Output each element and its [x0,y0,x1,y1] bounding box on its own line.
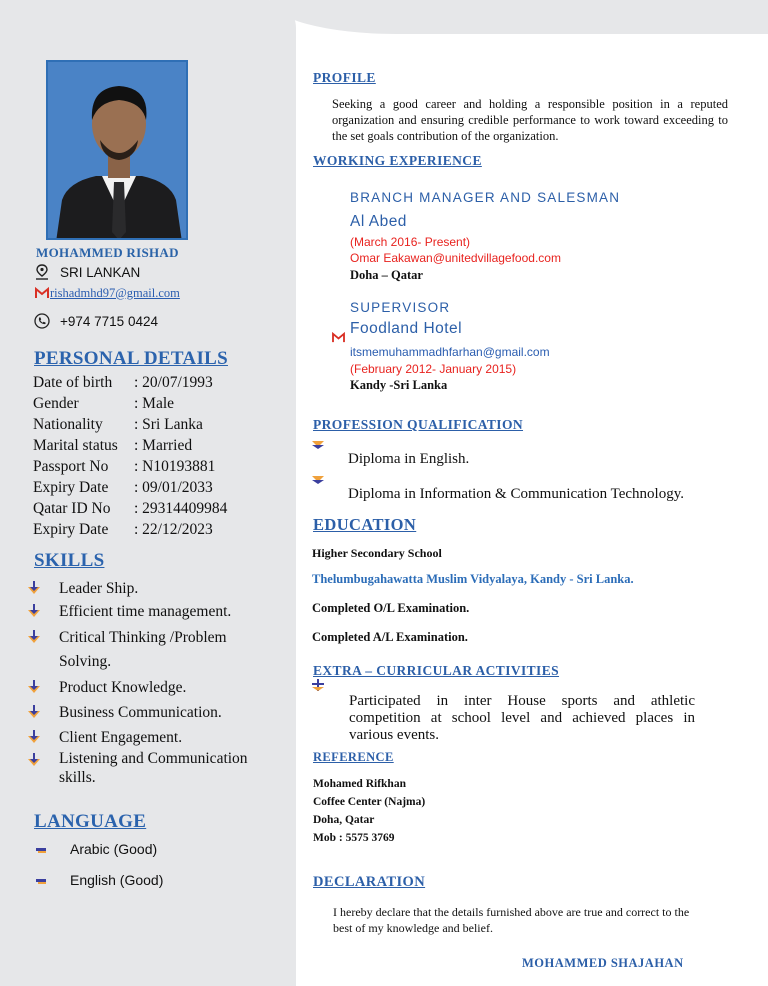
skill-item [27,749,259,787]
personal-detail-row [33,414,203,435]
school-name: Thelumbugahawatta Muslim Vidyalaya, Kandy - Sri Lanka. [312,572,634,586]
qualification-2: Diploma in Information & Communication Technology. [348,486,684,502]
reference-company: Coffee Center (Najma) [313,796,426,808]
extra-curricular-heading: EXTRA – CURRICULAR ACTIVITIES [313,663,560,678]
bullet-arrow-icon [312,436,326,446]
reference-heading: REFERENCE [313,750,394,764]
candidate-name: MOHAMMED RISHAD [36,245,179,260]
job-period-2: (February 2012- January 2015) [350,362,517,376]
personal-detail-label: Date of birth [33,374,113,391]
nationality-text: SRI LANKAN [60,264,141,280]
job-title-1: BRANCH MANAGER AND SALESMAN [350,190,621,205]
personal-detail-value: : 22/12/2023 [134,521,213,538]
personal-detail-value: : 20/07/1993 [134,374,213,391]
personal-detail-row [33,456,216,477]
skill-text: Leader Ship. [59,580,139,597]
personal-detail-row [33,393,175,414]
skill-item [27,701,259,727]
language-item [36,872,163,888]
skill-text: Product Knowledge. [59,679,187,696]
skill-item [27,600,259,626]
company-1: Al Abed [350,213,407,230]
personal-detail-value: : Sri Lanka [134,416,203,433]
bullet-arrow-icon [27,676,59,702]
bullet-arrow-icon [312,678,326,688]
bullet-arrow-icon [27,701,59,727]
personal-detail-value: : 29314409984 [134,500,228,517]
reference-name: Mohamed Rifkhan [313,778,406,790]
nationality-row [34,264,140,280]
education-heading: EDUCATION [313,515,417,534]
gmail-icon [34,285,50,301]
profession-qualification-heading: PROFESSION QUALIFICATION [313,417,524,432]
location-pin-icon [34,264,50,280]
skill-text: Business Communication. [59,704,222,721]
email-row [34,285,180,301]
personal-detail-value: : 09/01/2033 [134,479,213,496]
personal-detail-row [33,477,213,498]
profile-heading: PROFILE [313,70,376,85]
personal-detail-label: Expiry Date [33,521,109,538]
personal-detail-label: Marital status [33,437,118,454]
bullet-arrow-icon [27,626,59,674]
phone-icon [34,313,50,329]
skill-text: Listening and Communication skills. [59,750,248,786]
personal-details-heading: PERSONAL DETAILS [34,348,228,369]
job-title-2: SUPERVISOR [350,300,451,315]
declaration-text: I hereby declare that the details furnished above are true and correct to the best of my knowledge and belief. [333,905,690,935]
top-tab-decoration [640,0,726,34]
ol-exam: Completed O/L Examination. [312,601,470,615]
job-email-1: Omar Eakawan@unitedvillagefood.com [350,251,561,265]
job-email-2: itsmemuhammadhfarhan@gmail.com [350,345,550,359]
personal-detail-row [33,519,213,540]
working-experience-heading: WORKING EXPERIENCE [313,153,482,168]
reference-phone: Mob : 5575 3769 [313,832,395,844]
language-item [36,841,157,857]
profile-text: Seeking a good career and holding a responsible position in a reputed organization and ensuring credible performance to work toward exceeding to the set goals contribution of the organization. [332,97,728,143]
skill-text: Critical Thinking /Problem Solving. [59,629,227,670]
al-exam: Completed A/L Examination. [312,630,468,644]
declaration-heading: DECLARATION [313,874,426,890]
bullet-arrow-icon [27,749,59,787]
job-location-1: Doha – Qatar [350,268,423,282]
skill-text: Client Engagement. [59,729,183,746]
personal-detail-value: : Male [134,395,175,412]
signature-name: MOHAMMED SHAJAHAN [522,956,684,970]
job-location-2: Kandy -Sri Lanka [350,378,448,392]
bullet-dash-icon [36,841,70,857]
phone-row [34,313,158,329]
language-heading: LANGUAGE [34,811,147,832]
personal-detail-label: Gender [33,395,79,412]
school-level: Higher Secondary School [312,546,442,560]
personal-detail-row [33,435,193,456]
gmail-icon [332,330,345,348]
language-text: English (Good) [70,872,164,888]
skill-item [27,626,259,674]
company-2: Foodland Hotel [350,320,463,337]
skills-heading: SKILLS [34,550,105,571]
personal-detail-row [33,498,228,519]
bullet-arrow-icon [312,471,326,481]
bullet-arrow-icon [27,600,59,626]
personal-detail-value: : Married [134,437,193,454]
email-link[interactable]: rishadmhd97@gmail.com [50,285,180,300]
phone-text: +974 7715 0424 [60,313,158,329]
job-period-1: (March 2016- Present) [350,235,471,249]
skill-text: Efficient time management. [59,603,232,620]
language-text: Arabic (Good) [70,841,158,857]
personal-detail-row [33,372,213,393]
personal-detail-value: : N10193881 [134,458,216,475]
reference-location: Doha, Qatar [313,814,375,826]
profile-photo [46,60,188,240]
skill-item [27,676,259,702]
bullet-dash-icon [36,872,70,888]
personal-detail-label: Expiry Date [33,479,109,496]
personal-detail-label: Passport No [33,458,109,475]
personal-detail-label: Qatar ID No [33,500,111,517]
qualification-1: Diploma in English. [348,451,470,467]
personal-detail-label: Nationality [33,416,103,433]
extra-curricular-text: Participated in inter House sports and athletic competition at school level and achieved places in various events. [349,693,695,743]
person-silhouette-icon [48,62,188,240]
